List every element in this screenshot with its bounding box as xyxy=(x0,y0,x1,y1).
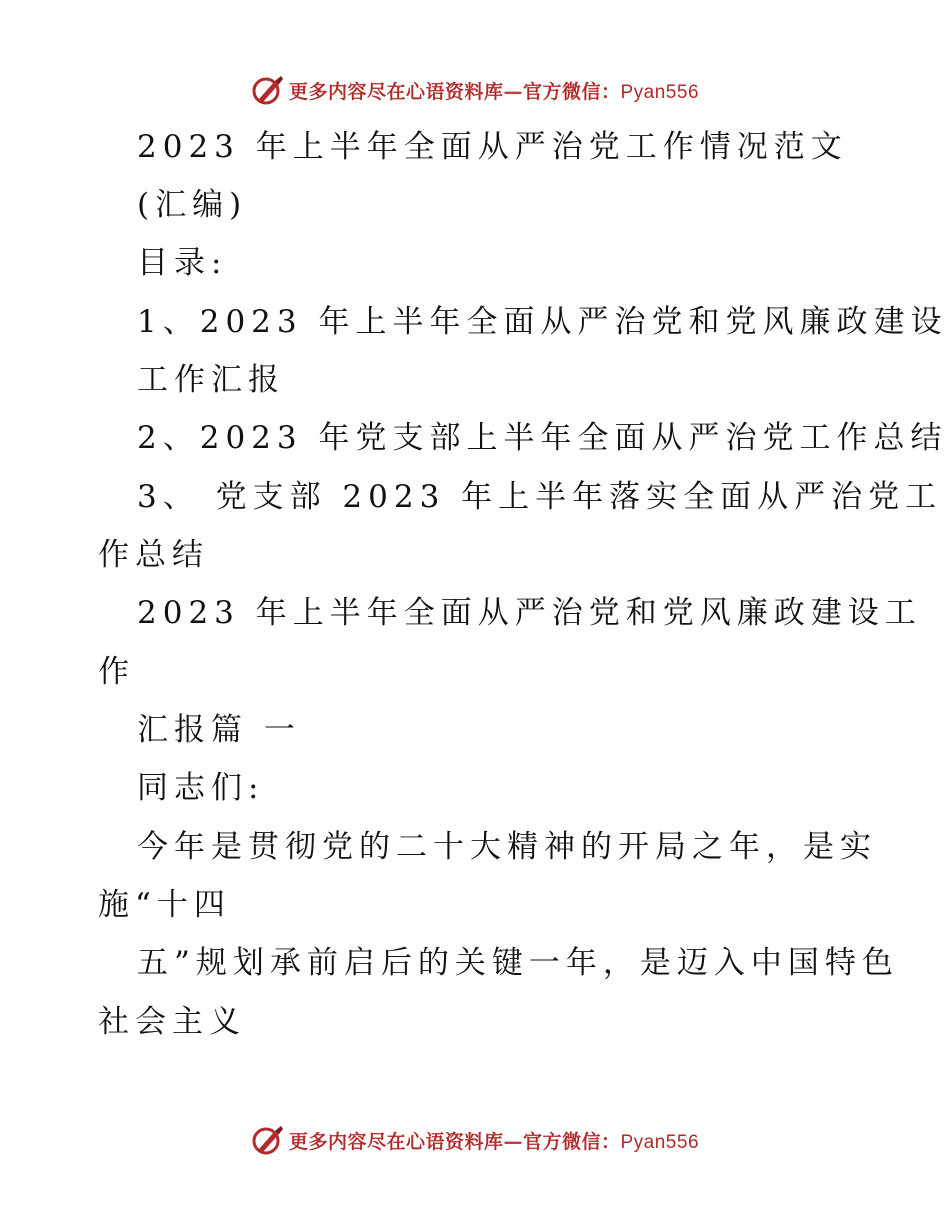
pen-logo-icon xyxy=(251,73,285,107)
header-banner xyxy=(0,70,950,110)
document-subtitle: (汇编) xyxy=(137,187,248,223)
banner-official-label: 官方微信： xyxy=(522,1130,621,1153)
document-title: 2023 年上半年全面从严治党工作情况范文 xyxy=(137,129,848,165)
banner-slogan: 更多内容尽在心语资料库 xyxy=(288,80,504,103)
banner-slogan: 更多内容尽在心语资料库 xyxy=(288,1130,504,1153)
pen-logo-icon xyxy=(251,1123,285,1157)
paragraph-line-4: 社会主义 xyxy=(98,1004,246,1040)
header-banner-text xyxy=(289,77,699,104)
toc-item-2: 2、2023 年党支部上半年全面从严治党工作总结 xyxy=(137,420,948,456)
footer-banner-content xyxy=(251,1123,699,1157)
section-subheading: 汇报篇 一 xyxy=(137,712,301,748)
toc-item-1: 1、2023 年上半年全面从严治党和党风廉政建设 xyxy=(137,304,948,340)
header-banner-content xyxy=(251,73,699,107)
toc-heading: 目录: xyxy=(137,245,228,281)
banner-official-label: 官方微信： xyxy=(522,80,621,103)
footer-banner-text xyxy=(289,1127,699,1154)
banner-wechat-id: Pyan556 xyxy=(620,81,700,103)
paragraph-line-1: 今年是贯彻党的二十大精神的开局之年，是实 xyxy=(137,829,877,865)
banner-separator: — xyxy=(503,80,523,103)
banner-wechat-id: Pyan556 xyxy=(620,1131,700,1153)
toc-item-3: 3、 党支部 2023 年上半年落实全面从严治党工 xyxy=(137,479,943,515)
toc-item-1-cont: 工作汇报 xyxy=(137,362,285,398)
paragraph-line-2: 施“十四 xyxy=(98,887,231,923)
toc-item-3-cont: 作总结 xyxy=(98,537,209,573)
paragraph-line-3: 五”规划承前启后的关键一年，是迈入中国特色 xyxy=(137,945,899,981)
section-heading-cont: 作 xyxy=(98,654,135,690)
banner-separator: — xyxy=(503,1130,523,1153)
salutation: 同志们: xyxy=(137,770,265,806)
footer-banner xyxy=(0,1120,950,1160)
section-heading: 2023 年上半年全面从严治党和党风廉政建设工 xyxy=(137,595,922,631)
